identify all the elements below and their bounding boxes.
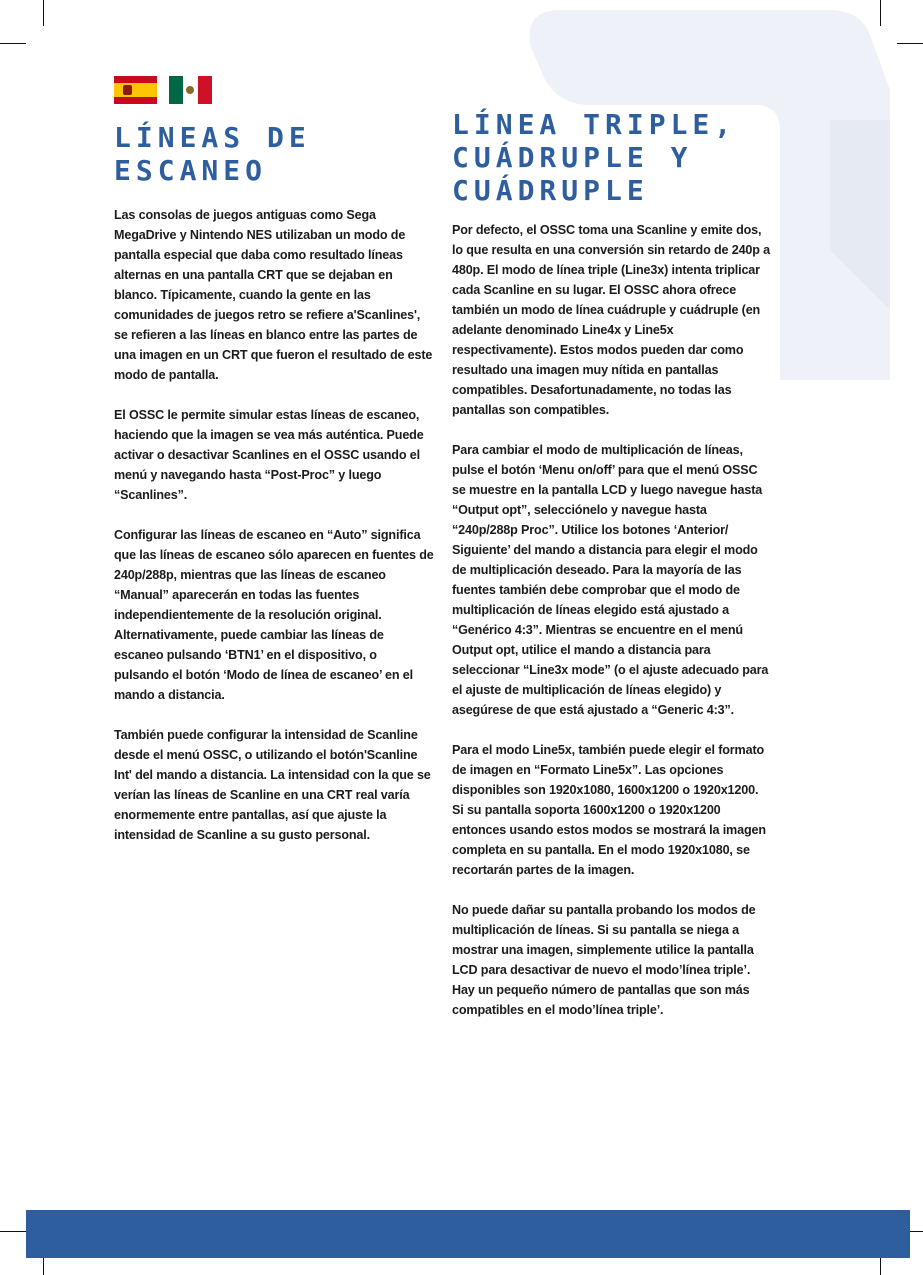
crop-mark (0, 43, 26, 44)
paragraph: Para cambiar el modo de multiplicación de líneas, pulse el botón ‘Menu on/off’ para que el menú OSSC se muestre en la pantalla LCD y luego navegue hasta “Output opt”, selecciónelo y navegue hasta “240p/288p Proc”. Utilice los botones ‘Anterior/ Siguiente’ del mando a distancia para elegir el modo de multiplicación deseado. Para la mayoría de las fuentes también debe comprobar que el modo de multiplicación de líneas elegido está ajustado a “Genérico 4:3”. Mientras se encuentre en el menú Output opt, utilice el mando a distancia para seleccionar “Line3x mode” (o el ajuste adecuado para el ajuste de multiplicación de líneas elegido) y asegúrese de que está ajustado a “Generic 4:3”. (452, 443, 769, 717)
crop-mark (897, 43, 923, 44)
paragraph: El OSSC le permite simular estas líneas de escaneo, haciendo que la imagen se vea más auténtica. Puede activar o desactivar Scanlines en el OSSC usando el menú y navegando hasta “Post-Proc” y luego “Scanlines”. (114, 408, 424, 502)
heading-line: CUÁDRUPLE (452, 174, 649, 207)
crop-mark (43, 0, 44, 26)
paragraph: Por defecto, el OSSC toma una Scanline y emite dos, lo que resulta en una conversión sin retardo de 240p a 480p. El modo de línea triple (Line3x) intenta triplicar cada Scanline en su lugar. El OSSC ahora ofrece también un modo de línea cuádruple y cuádruple (en adelante denominado Line4x y Line5x respectivamente). Estos modos pueden dar como resultado una imagen muy nítida en pantallas compatibles. Desafortunadamente, no todas las pantallas son compatibles. (452, 223, 771, 417)
paragraph: Para el modo Line5x, también puede elegir el formato de imagen en “Formato Line5x”. Las opciones disponibles son 1920x1080, 1600x1200 o 1920x1200. Si su pantalla soporta 1600x1200 o 1920x1200 entonces usando estos modos se mostrará la imagen completa en su pantalla. En el modo 1920x1080, se recortarán partes de la imagen. (452, 743, 766, 877)
paragraph: Configurar las líneas de escaneo en “Auto” significa que las líneas de escaneo sólo aparecen en fuentes de 240p/288p, mientras que las líneas de escaneo “Manual” aparecerán en todas las fuentes independientemente de la resolución original. Alternativamente, puede cambiar las líneas de escaneo pulsando ‘BTN1’ en el dispositivo, o pulsando el botón ‘Modo de línea de escaneo’ en el mando a distancia. (114, 528, 434, 702)
language-flags (114, 76, 212, 104)
mexico-eagle-icon (186, 86, 194, 94)
paragraph: Las consolas de juegos antiguas como Sega MegaDrive y Nintendo NES utilizaban un modo de pantalla especial que daba como resultado líneas alternas en una pantalla CRT que se dejaban en blanco. Típicamente, cuando la gente en las comunidades de juegos retro se refiere a'Scanlines', se refieren a las líneas en blanco entre las partes de una imagen en un CRT que fueron el resultado de este modo de pantalla. (114, 208, 433, 382)
right-column-text (452, 220, 772, 1040)
heading-line: ESCANEO (114, 154, 268, 187)
heading-lineas-de-escaneo (114, 121, 434, 187)
spain-flag (114, 76, 157, 104)
crop-mark (0, 1231, 26, 1232)
heading-linea-triple (452, 108, 772, 207)
footer-bar (26, 1210, 910, 1258)
left-column-text (114, 205, 434, 865)
spain-crest-icon (123, 85, 132, 95)
heading-line: CUÁDRUPLE Y (452, 141, 693, 174)
heading-line: LÍNEA TRIPLE, (452, 108, 737, 141)
paragraph: No puede dañar su pantalla probando los modos de multiplicación de líneas. Si su pantalla se niega a mostrar una imagen, simplemente utilice la pantalla LCD para desactivar de nuevo el modo’línea triple’. Hay un pequeño número de pantallas que son más compatibles en el modo’línea triple’. (452, 903, 756, 1017)
mexico-flag (169, 76, 212, 104)
heading-line: LÍNEAS DE (114, 121, 311, 154)
paragraph: También puede configurar la intensidad de Scanline desde el menú OSSC, o utilizando el botón'Scanline Int' del mando a distancia. La intensidad con la que se verían las líneas de Scanline en una CRT real varía enormemente entre pantallas, así que ajuste la intensidad de Scanline a su gusto personal. (114, 728, 431, 842)
